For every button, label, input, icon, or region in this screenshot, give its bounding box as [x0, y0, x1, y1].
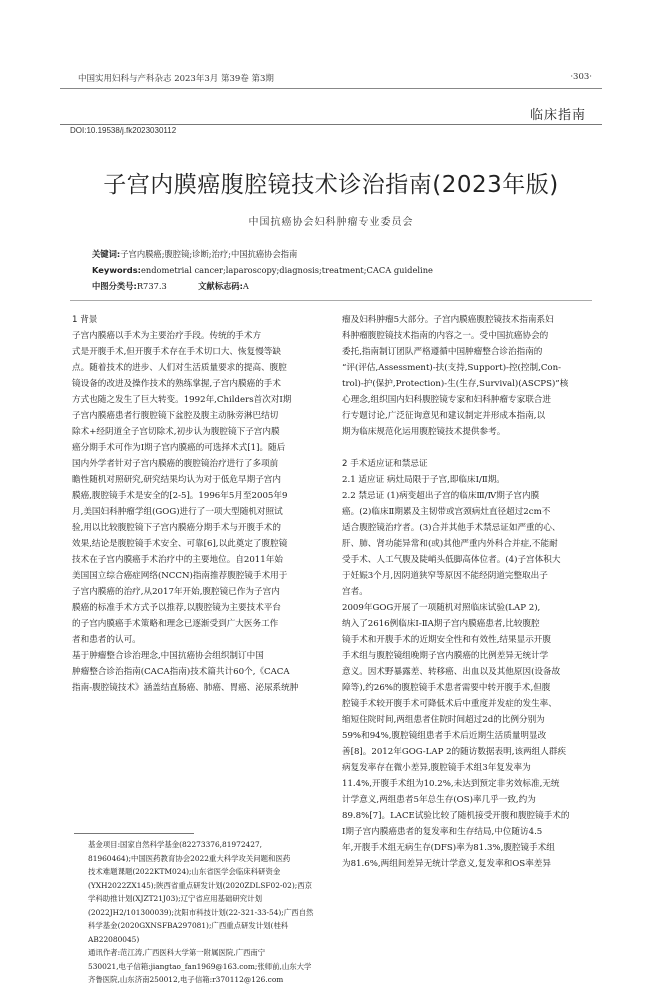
body-text-line: 年,开腹手术组无病生存(DFS)率为81.3%,腹腔镜手术组	[342, 843, 555, 853]
keywords-cn: 子宫内膜癌;腹腔镜;诊断;治疗;中国抗癌协会指南	[120, 249, 298, 259]
footnote-line: 通讯作者:范江涛,广西医科大学第一附属医院,广西南宁	[88, 948, 266, 957]
body-text-line: 肝、肺、肾功能异常和(或)其他严重内外科合并症,不能耐	[342, 539, 558, 549]
body-text-line: 验,用以比较腹腔镜下子宫内膜癌分期手术与开腹手术的	[72, 523, 281, 533]
body-text-line: 除术+经阴道全子宫切除术,初步认为腹腔镜下子宫内膜	[72, 427, 280, 437]
funding-footnote	[88, 838, 328, 987]
classification-line	[92, 280, 249, 293]
footnote-line: 530021,电子信箱:jiangtao_fan1969@163.com;张师前,山东大学	[88, 961, 312, 971]
keywords-en-label: Keywords:	[92, 265, 141, 275]
body-text-line: 科肿瘤腹腔镜技术指南的内容之一。受中国抗癌协会的	[342, 331, 549, 341]
doc-code: A	[242, 281, 249, 291]
footnote-line: 技术难题课题(2022KTM024);山东省医学会临床科研资金	[88, 867, 281, 876]
keywords-en: endometrial cancer;laparoscopy;diagnosis;treatment;CACA guideline	[140, 265, 433, 275]
footnote-line: (YXH2022ZX145);陕西省重点研发计划(2020ZDLSF02-02);西京	[88, 880, 312, 890]
body-text-line: 宫者。	[342, 587, 368, 597]
body-text-line: 式是开腹手术,但开腹手术存在手术切口大、恢复慢等缺	[72, 347, 281, 357]
body-text-line: 期为临床规范化运用腹腔镜技术提供参考。	[342, 427, 506, 437]
keywords-cn-label: 关键词:	[92, 249, 121, 259]
body-text-line: 适合腹腔镜治疗者。(3)合并其他手术禁忌证如严重的心、	[342, 523, 561, 533]
body-text-line: 膜癌的标准手术方式予以推荐,以腹腔镜为主要技术平台	[72, 603, 281, 613]
footnote-line: 齐鲁医院,山东济南250012,电子信箱:r370112@126.com	[88, 975, 284, 984]
body-text-line: trol)-护(保护,Protection)-生(生存,Survival)(ASCPS)”核	[342, 379, 569, 389]
body-text-line: 2009年GOG开展了一项随机对照临床试验(LAP 2),	[342, 603, 541, 613]
body-text-line: 者和患者的认可。	[72, 635, 141, 645]
page-number: ·303·	[570, 72, 592, 82]
body-text-line: 行专题讨论,广泛征询意见和建议制定并形成本指南,以	[342, 411, 546, 421]
body-text-line: 月,美国妇科肿瘤学组(GOG)进行了一项大型随机对照试	[72, 507, 283, 517]
body-text-line: 为81.6%,两组间差异无统计学意义,复发率和OS率差异	[342, 859, 551, 869]
meta-divider	[70, 300, 592, 301]
footnote-line: 科学基金(2020GXNSFBA297081);广西重点研发计划(桂科	[88, 921, 289, 930]
body-text-line: 子宫内膜癌以手术为主要治疗手段。传统的手术方	[72, 331, 262, 341]
body-text-line: 膜癌,腹腔镜手术是安全的[2-5]。1996年5月至2005年9	[72, 491, 288, 501]
keywords-cn-line	[92, 248, 297, 261]
body-text-line: 11.4%,开腹手术组为10.2%,未达到预定非劣效标准,无统	[342, 779, 560, 789]
section-heading: 2 手术适应证和禁忌证	[342, 459, 428, 469]
body-text-line: Ⅰ期子宫内膜癌患者的复发率和生存结局,中位随访4.5	[342, 827, 543, 837]
body-text-line: 肿瘤整合诊治指南(CACA指南)技术篇共计60个,《CACA	[72, 667, 290, 677]
body-text-line: 镜设备的改进及操作技术的熟练掌握,子宫内膜癌的手术	[72, 379, 281, 389]
body-text-line: 病复发率存在微小差异,腹腔镜手术组3年复发率为	[342, 763, 531, 773]
body-text-line: 于妊娠3个月,因阴道狭窄等原因不能经阴道完整取出子	[342, 571, 548, 581]
body-text-line: 受手术、人工气腹及陡峭头低脚高体位者。(4)子宫体积大	[342, 555, 561, 565]
footnote-line: 81960464);中国医药教育协会2022重大科学攻关问题和医药	[88, 853, 291, 863]
body-text-line: “评(评估,Assessment)-扶(支持,Support)-控(控制,Con-	[342, 363, 562, 373]
body-text-line: 子宫内膜癌的治疗,从2017年开始,腹腔镜已作为子宫内	[72, 587, 280, 597]
body-text-line: 委托,指南制订团队严格遵循中国肿瘤整合诊治指南的	[342, 347, 543, 357]
body-text-line: 纳入了2616例临床Ⅰ-ⅡA期子宫内膜癌患者,比较腹腔	[342, 619, 540, 629]
body-text-line: 癌。(2)临床Ⅱ期累及主韧带或宫颈病灶直径超过2cm不	[342, 507, 551, 517]
body-text-line: 手术组与腹腔镜组晚期子宫内膜癌的比例差异无统计学	[342, 651, 549, 661]
body-text-line: 意义。因术野暴露差、转移癌、出血以及其他原因(设备故	[342, 667, 561, 677]
footnote-line: (2022JH2/101300039);沈阳市科技计划(22-321-33-54);广西自然	[88, 907, 314, 917]
body-text-line: 59%和94%,腹腔镜组患者手术后近期生活质量明显改	[342, 731, 547, 741]
body-text-line: 美国国立综合癌症网络(NCCN)指南推荐腹腔镜手术用于	[72, 571, 288, 581]
body-text-line: 计学意义,两组患者5年总生存(OS)率几乎一致,约为	[342, 795, 536, 805]
doc-code-label: 文献标志码:	[198, 281, 243, 291]
footnote-divider	[74, 833, 194, 834]
classification-label: 中图分类号:	[92, 281, 137, 291]
body-text-line: 点。随着技术的进步、人们对生活质量要求的提高、腹腔	[72, 363, 287, 373]
body-text-line: 2.1 适应证 病灶局限于子宫,即临床Ⅰ/Ⅱ期。	[342, 475, 505, 485]
doi-text[interactable]: DOI:10.19538/j.fk2023030112	[70, 126, 177, 135]
footnote-line: 学科助推计划(XJZT21J03);辽宁省应用基础研究计划	[88, 894, 262, 903]
body-text-line: 基于肿瘤整合诊治理念,中国抗癌协会组织制订中国	[72, 651, 264, 661]
journal-header: 中国实用妇科与产科杂志 2023年3月 第39卷 第3期	[78, 74, 274, 84]
keywords-en-line	[92, 264, 433, 277]
body-text-line	[342, 440, 592, 456]
body-text-line: 效果,结论是腹腔镜手术安全、可靠[6],以此奠定了腹腔镜	[72, 539, 288, 549]
body-text-line: 瘤及妇科肿瘤5大部分。子宫内膜癌腹腔镜技术指南系妇	[342, 315, 554, 325]
right-column	[342, 312, 592, 872]
body-text-line: 缩短住院时间,两组患者住院时间超过2d的比例分别为	[342, 715, 545, 725]
body-text-line: 技术在子宫内膜癌手术治疗中的主要地位。自2011年始	[72, 555, 283, 565]
body-text-line: 方式也随之发生了巨大转变。1992年,Childers首次对Ⅰ期	[72, 395, 292, 405]
body-text-line: 障等),约26%的腹腔镜手术患者需要中转开腹手术,但腹	[342, 683, 551, 693]
article-authors: 中国抗癌协会妇科肿瘤专业委员会	[248, 217, 414, 228]
section-label: 临床指南	[529, 108, 586, 123]
body-text-line: 2.2 禁忌证 (1)病变超出子宫的临床Ⅲ/Ⅳ期子宫内膜	[342, 491, 540, 501]
body-text-line: 善[8]。2012年GOG-LAP 2的随访数据表明,该两组人群疾	[342, 747, 567, 757]
body-text-line: 镜手术和开腹手术的近期安全性和有效性,结果显示开腹	[342, 635, 551, 645]
body-text-line: 瞻性随机对照研究,研究结果均认为对于低危早期子宫内	[72, 475, 281, 485]
body-text-line: 子宫内膜癌患者行腹腔镜下盆腔及腹主动脉旁淋巴结切	[72, 411, 279, 421]
footnote-line: AB22080045)	[88, 934, 140, 944]
footnote-line: 基金项目:国家自然科学基金(82273376,81972427,	[88, 840, 262, 849]
body-text-line: 89.8%[7]。LACE试验比较了随机接受开腹和腹腔镜手术的	[342, 811, 570, 821]
header-divider	[60, 88, 602, 89]
body-text-line: 指南-腹腔镜技术》涵盖结直肠癌、肺癌、胃癌、泌尿系统肿	[72, 683, 299, 693]
section-divider	[60, 124, 602, 125]
body-text-line: 的子宫内膜癌手术策略和理念已逐渐受到广大医务工作	[72, 619, 279, 629]
classification-code: R737.3	[136, 281, 167, 291]
left-column	[72, 312, 330, 696]
body-text-line: 国内外学者针对子宫内膜癌的腹腔镜治疗进行了多项前	[72, 459, 279, 469]
section-heading: 1 背景	[72, 315, 98, 325]
body-text-line: 癌分期手术可作为Ⅰ期子宫内膜癌的可选择术式[1]。随后	[72, 443, 286, 453]
body-text-line: 腔镜手术较开腹手术可降低术后中重度并发症的发生率、	[342, 699, 557, 709]
body-text-line: 心理念,组织国内妇科腹腔镜专家和妇科肿瘤专家联合进	[342, 395, 551, 405]
article-title: 子宫内膜癌腹腔镜技术诊治指南(2023年版)	[103, 172, 559, 198]
